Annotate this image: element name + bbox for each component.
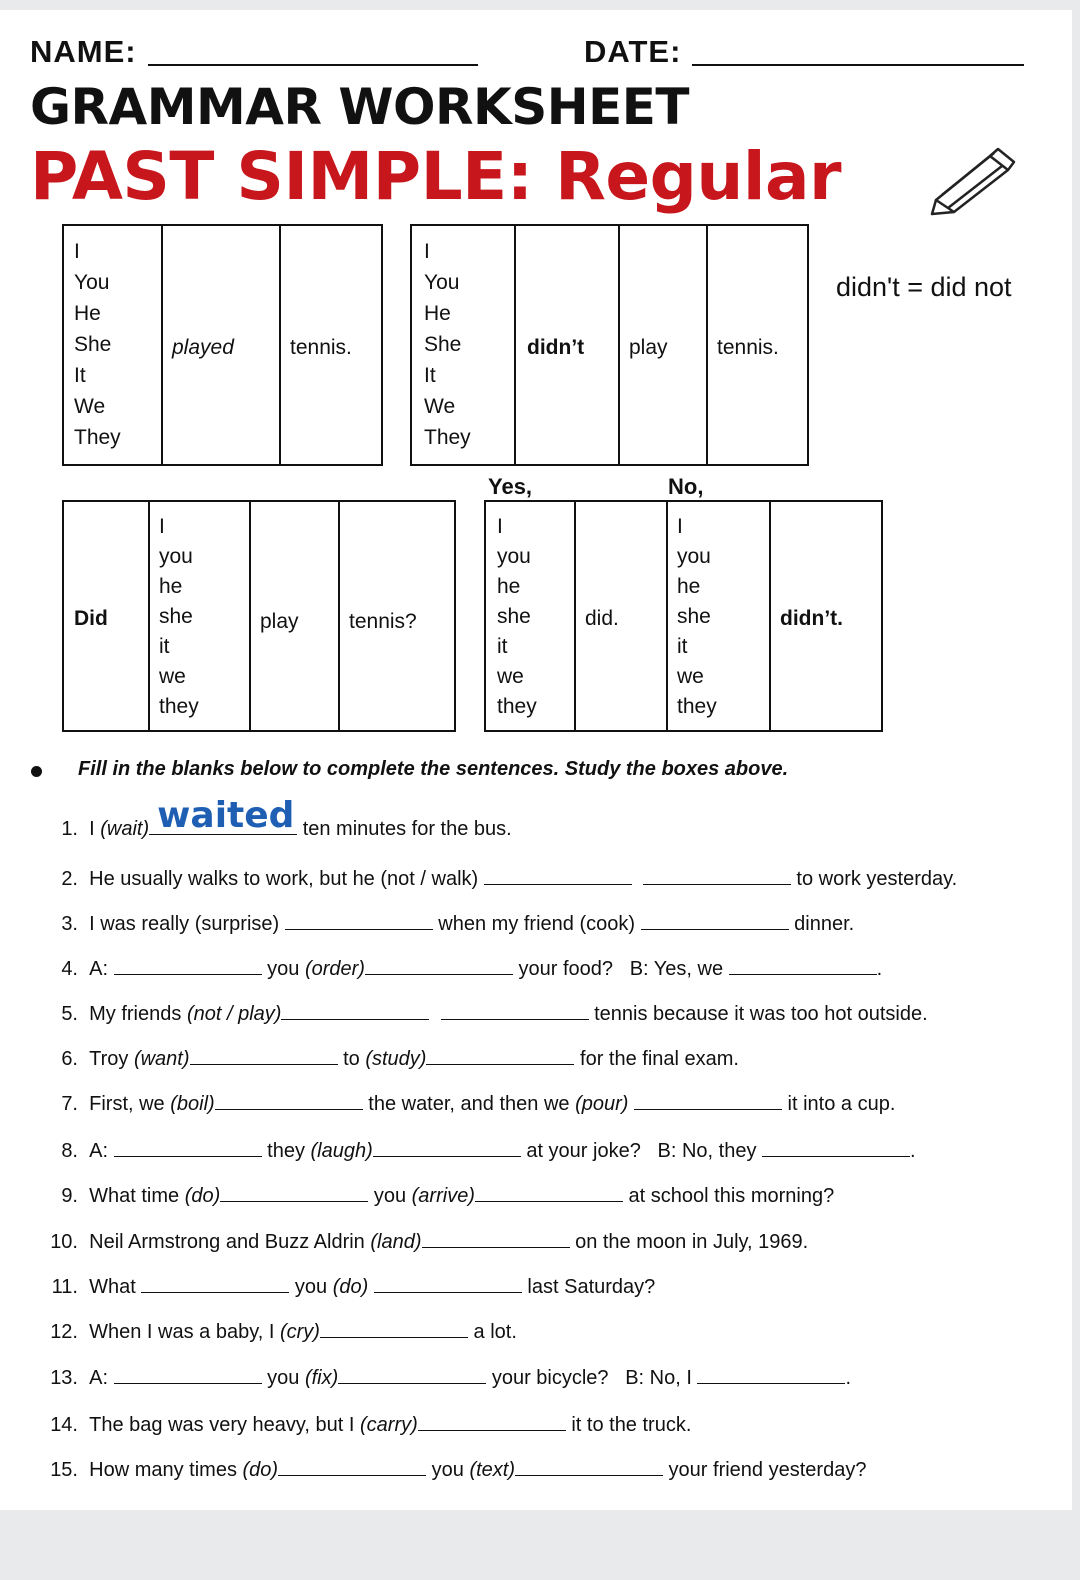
answer-blank[interactable] [220, 1185, 368, 1202]
verb-hint: (laugh) [310, 1140, 373, 1162]
answer-blank[interactable] [697, 1367, 845, 1384]
question-text: tennis because it was too hot outside. [588, 1003, 928, 1025]
no-aux: didn’t. [780, 607, 843, 630]
question-table [62, 500, 456, 732]
answer-blank[interactable] [441, 1003, 589, 1020]
question-text: to work yesterday. [790, 868, 958, 890]
negative-object: tennis. [717, 336, 779, 359]
answer-blank[interactable] [373, 1140, 521, 1157]
yes-pronouns: I you he she it we they [497, 515, 537, 718]
question-text: you [289, 1276, 333, 1298]
affirmative-pronouns: I You He She It We They [74, 240, 121, 449]
negative-pronouns: I You He She It We They [424, 240, 471, 449]
verb-hint: (wait) [100, 818, 150, 840]
answer-blank[interactable] [374, 1276, 522, 1293]
verb-hint: (pour) [575, 1093, 629, 1115]
handwritten-answer: waited [157, 795, 295, 836]
question-number: 2. [61, 868, 78, 890]
question-object: tennis? [349, 610, 417, 633]
question-text: to [337, 1048, 366, 1070]
question-item [30, 1231, 808, 1254]
question-number: 4. [61, 958, 78, 980]
question-number: 5. [61, 1003, 78, 1025]
negative-table [410, 224, 809, 466]
question-text: The bag was very heavy, but I [89, 1414, 361, 1436]
verb-hint: (do) [332, 1276, 369, 1298]
question-text: Neil Armstrong and Buzz Aldrin [89, 1231, 371, 1253]
answer-blank[interactable] [762, 1140, 910, 1157]
question-item [30, 1367, 851, 1390]
answer-blank[interactable] [281, 1003, 429, 1020]
question-text: A: [89, 1367, 114, 1389]
negative-verb: play [629, 336, 668, 359]
answer-blank[interactable] [114, 1367, 262, 1384]
date-label: DATE: [584, 34, 682, 69]
question-aux: Did [74, 607, 108, 630]
question-text: you [261, 1367, 305, 1389]
question-text: your food? B: Yes, we [512, 958, 729, 980]
answer-blank[interactable] [149, 795, 297, 836]
negative-aux: didn’t [527, 336, 585, 359]
question-text: I [89, 818, 101, 840]
answer-blank[interactable] [338, 1367, 486, 1384]
question-text: on the moon in July, 1969. [569, 1231, 809, 1253]
verb-hint: (text) [469, 1459, 515, 1481]
question-text: What time [89, 1185, 185, 1207]
question-number: 15. [50, 1459, 78, 1481]
worksheet-title: GRAMMAR WORKSHEET [30, 78, 690, 136]
question-number: 3. [61, 913, 78, 935]
question-text: . [910, 1140, 916, 1162]
affirmative-table [62, 224, 383, 466]
pencil-icon [928, 140, 1016, 216]
answer-blank[interactable] [320, 1321, 468, 1338]
question-text: it to the truck. [565, 1414, 692, 1436]
answer-blank[interactable] [426, 1048, 574, 1065]
contraction-note: didn't = did not [836, 272, 1012, 302]
question-text: last Saturday? [521, 1276, 656, 1298]
no-label: No, [668, 474, 704, 499]
question-text: dinner. [788, 913, 855, 935]
answer-blank[interactable] [729, 958, 877, 975]
question-number: 9. [61, 1185, 78, 1207]
question-text: How many times [89, 1459, 243, 1481]
question-item [30, 1140, 916, 1163]
answer-blank[interactable] [484, 868, 632, 885]
question-text: it into a cup. [782, 1093, 896, 1115]
question-item [30, 1414, 691, 1437]
answer-blank[interactable] [515, 1459, 663, 1476]
question-number: 11. [51, 1276, 78, 1298]
short-answer-table [484, 500, 883, 732]
question-number: 10. [50, 1231, 78, 1253]
answer-blank[interactable] [278, 1459, 426, 1476]
question-text: at your joke? B: No, they [520, 1140, 762, 1162]
question-text: the water, and then we [362, 1093, 576, 1115]
question-text: your friend yesterday? [663, 1459, 867, 1481]
question-text: a lot. [467, 1321, 517, 1343]
verb-hint: (arrive) [411, 1185, 475, 1207]
answer-blank[interactable] [190, 1048, 338, 1065]
answer-blank[interactable] [114, 958, 262, 975]
question-item [30, 1276, 655, 1299]
question-number: 1. [61, 818, 78, 840]
name-label: NAME: [30, 34, 137, 69]
question-item [30, 1185, 834, 1208]
question-text [632, 868, 643, 890]
date-field[interactable] [692, 64, 1024, 66]
question-text: A: [89, 958, 114, 980]
answer-blank[interactable] [422, 1231, 570, 1248]
question-number: 12. [50, 1321, 78, 1343]
question-text: First, we [89, 1093, 171, 1115]
worksheet-page [0, 10, 1072, 1510]
question-text: you [426, 1459, 470, 1481]
question-item [30, 1048, 739, 1071]
question-number: 13. [50, 1367, 78, 1389]
question-text [429, 1003, 440, 1025]
question-text: Troy [89, 1048, 134, 1070]
verb-hint: (want) [133, 1048, 190, 1070]
question-item [30, 795, 512, 841]
affirmative-object: tennis. [290, 336, 352, 359]
question-pronouns: I you he she it we they [159, 515, 199, 718]
question-text: ten minutes for the bus. [297, 818, 512, 840]
name-field[interactable] [148, 64, 478, 66]
affirmative-verb: played [172, 336, 234, 359]
question-text: when my friend (cook) [432, 913, 641, 935]
question-item [30, 1093, 895, 1116]
question-number: 7. [61, 1093, 78, 1115]
verb-hint: (land) [370, 1231, 422, 1253]
verb-hint: (not / play) [186, 1003, 282, 1025]
answer-blank[interactable] [114, 1140, 262, 1157]
question-text: A: [89, 1140, 114, 1162]
verb-hint: (do) [242, 1459, 279, 1481]
answer-blank[interactable] [365, 958, 513, 975]
question-text: your bicycle? B: No, I [486, 1367, 698, 1389]
question-number: 6. [61, 1048, 78, 1070]
verb-hint: (fix) [304, 1367, 339, 1389]
question-text: He usually walks to work, but he (not / walk) [89, 868, 484, 890]
question-item [30, 868, 957, 891]
no-pronouns: I you he she it we they [677, 515, 717, 718]
question-text: they [261, 1140, 311, 1162]
question-item [30, 913, 854, 936]
instructions: Fill in the blanks below to complete the sentences. Study the boxes above. [78, 758, 789, 780]
answer-blank[interactable] [475, 1185, 623, 1202]
question-text: I was really (surprise) [89, 913, 285, 935]
verb-hint: (study) [365, 1048, 427, 1070]
answer-blank[interactable] [634, 1093, 782, 1110]
question-text: When I was a baby, I [89, 1321, 280, 1343]
verb-hint: (carry) [360, 1414, 418, 1436]
answer-blank[interactable] [285, 913, 433, 930]
lesson-title: PAST SIMPLE: Regular [30, 138, 842, 215]
answer-blank[interactable] [641, 913, 789, 930]
verb-hint: (do) [184, 1185, 221, 1207]
answer-blank[interactable] [643, 868, 791, 885]
question-text: you [368, 1185, 412, 1207]
yes-label: Yes, [488, 474, 533, 499]
answer-blank[interactable] [215, 1093, 363, 1110]
question-number: 14. [50, 1414, 78, 1436]
question-text: you [261, 958, 305, 980]
question-text: . [876, 958, 883, 980]
bullet-icon [31, 766, 42, 777]
question-text: at school this morning? [622, 1185, 835, 1207]
question-text: My friends [89, 1003, 187, 1025]
question-text: What [89, 1276, 142, 1298]
question-item [30, 1459, 866, 1482]
verb-hint: (boil) [170, 1093, 215, 1115]
question-text: for the final exam. [574, 1048, 739, 1070]
question-number: 8. [61, 1140, 78, 1162]
question-item [30, 1321, 517, 1344]
question-item [30, 958, 882, 981]
question-verb: play [260, 610, 299, 633]
yes-aux: did. [585, 607, 619, 630]
answer-blank[interactable] [141, 1276, 289, 1293]
verb-hint: (order) [304, 958, 365, 980]
question-item [30, 1003, 928, 1026]
question-text: . [845, 1367, 852, 1389]
answer-blank[interactable] [418, 1414, 566, 1431]
verb-hint: (cry) [279, 1321, 320, 1343]
